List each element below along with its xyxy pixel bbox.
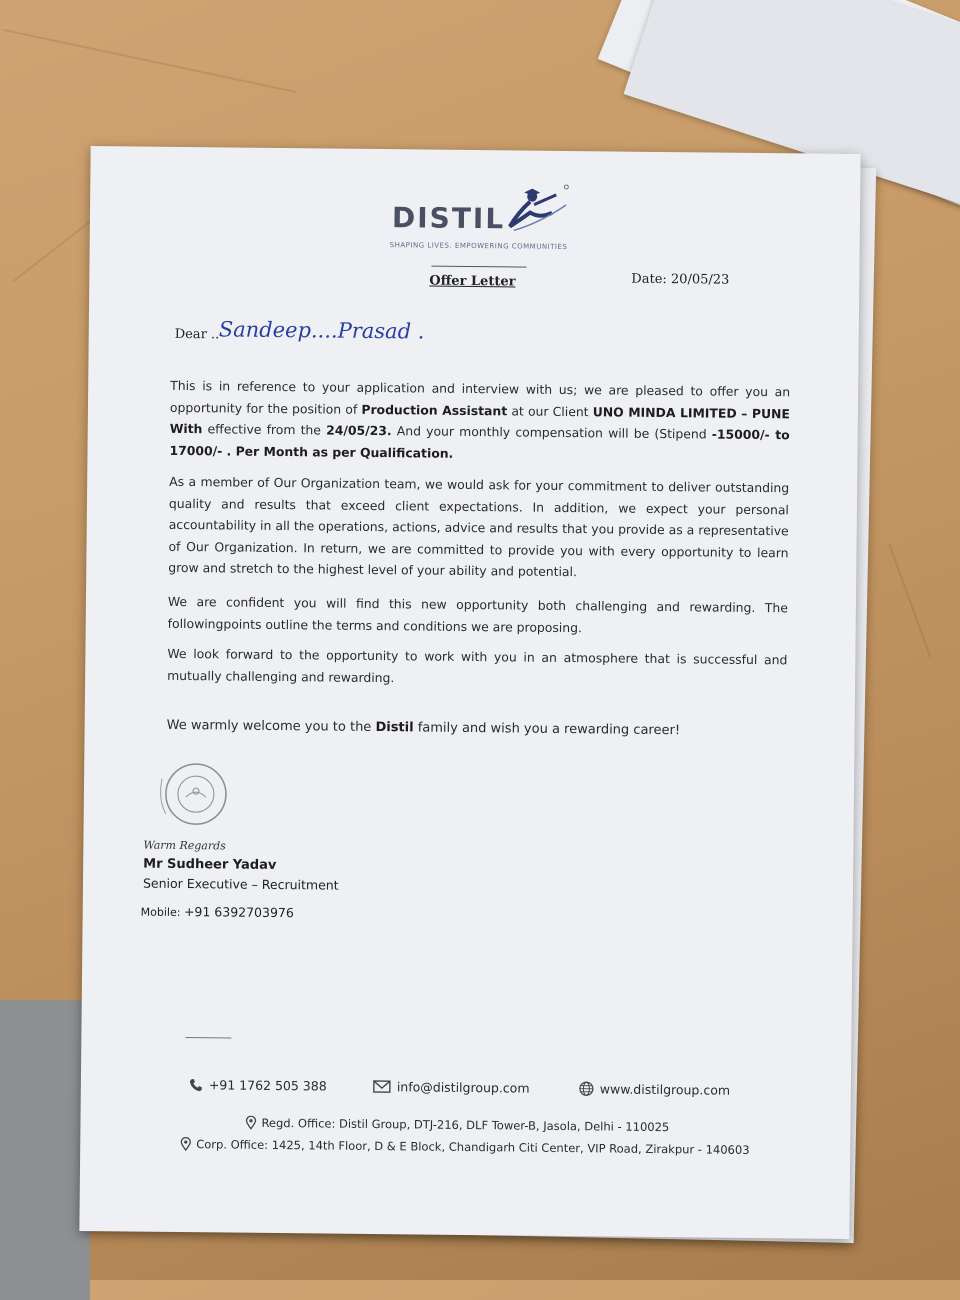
corp-office-text: Corp. Office: 1425, 14th Floor, D & E Block, Chandigarh Citi Center, VIP Road, Zirakpur - 140603 — [196, 1137, 750, 1157]
paragraph-confidence: We are confident you will find this new opportunity both challenging and rewarding. The followingpoints outline the terms and conditions we are proposing. — [167, 593, 788, 635]
stipend: -15000/- to 17000/- . Per Month as per Qualification. — [169, 426, 790, 461]
regd-office-text: Regd. Office: Distil Group, DTJ-216, DLF Tower-B, Jasola, Delhi - 110025 — [261, 1115, 670, 1135]
text: effective from the — [202, 421, 327, 438]
offer-letter-page — [79, 146, 860, 1239]
text: at our Client — [507, 402, 593, 419]
mobile-label: Mobile: — [140, 905, 181, 919]
company-name: Distil — [375, 720, 414, 736]
email-address: info@distilgroup.com — [396, 1079, 530, 1096]
tagline: SHAPING LIVES. EMPOWERING COMMUNITIES — [389, 241, 568, 251]
desk-grain — [3, 29, 297, 93]
company-stamp — [156, 759, 237, 830]
location-pin-icon — [180, 1137, 191, 1151]
globe-icon — [579, 1081, 594, 1096]
paragraph-offer — [169, 375, 790, 467]
mail-icon — [373, 1080, 391, 1093]
letter-date: Date: 20/05/23 — [631, 271, 730, 288]
paragraph-outlook: We look forward to the opportunity to work with you in an atmosphere that is successful and mutually challenging and rewarding. — [167, 645, 788, 685]
text: And your monthly compensation will be (Stipend — [391, 423, 712, 442]
signer-role: Senior Executive – Recruitment — [142, 875, 339, 893]
closing: Warm Regards — [143, 838, 226, 853]
start-date: 24/05/23. — [326, 422, 392, 439]
footer-phone — [189, 1077, 327, 1093]
recipient-name: Sandeep....Prasad . — [218, 317, 425, 344]
divider — [185, 1037, 231, 1038]
desk-grain — [889, 544, 932, 657]
paragraph-welcome — [167, 715, 787, 743]
client-name: UNO MINDA LIMITED – PUNE With — [169, 403, 791, 437]
floor-corner — [0, 1000, 90, 1300]
text: We warmly welcome you to the — [166, 717, 376, 736]
corp-office — [180, 1137, 749, 1157]
location-pin-icon — [245, 1116, 256, 1130]
position: Production Assistant — [361, 401, 508, 418]
mobile-number: +91 6392703976 — [183, 904, 294, 921]
signer-name: Mr Sudheer Yadav — [143, 856, 277, 873]
mobile-line — [141, 904, 294, 921]
regd-office — [245, 1116, 669, 1134]
footer-website — [579, 1081, 730, 1098]
text: family and wish you a rewarding career! — [413, 720, 681, 739]
phone-icon — [189, 1078, 203, 1092]
phone-number: +91 1762 505 388 — [208, 1077, 327, 1094]
page-title: Offer Letter — [429, 273, 516, 290]
salutation: Dear .. — [174, 326, 220, 343]
company-logo-text: DISTIL — [391, 201, 506, 236]
text: This is in reference to your application and interview with us; we are pleased to offer you an opportunity for the position of — [169, 377, 791, 417]
title-rule — [431, 266, 526, 268]
footer-email — [373, 1079, 530, 1096]
paragraph-commitment: As a member of Our Organization team, we would ask for your commitment to deliver outstanding quality and results that exceed client expectations. In addition, we expect your personal accountability in all the operations, actions, advice and results that you provide as a representative of Our Organization. In return, we are committed to provide you with every opportunity to learn grow and stretch to the highest level of your ability and potential. — [168, 473, 790, 580]
website-url: www.distilgroup.com — [599, 1081, 731, 1098]
graduate-logo-icon — [500, 182, 571, 243]
